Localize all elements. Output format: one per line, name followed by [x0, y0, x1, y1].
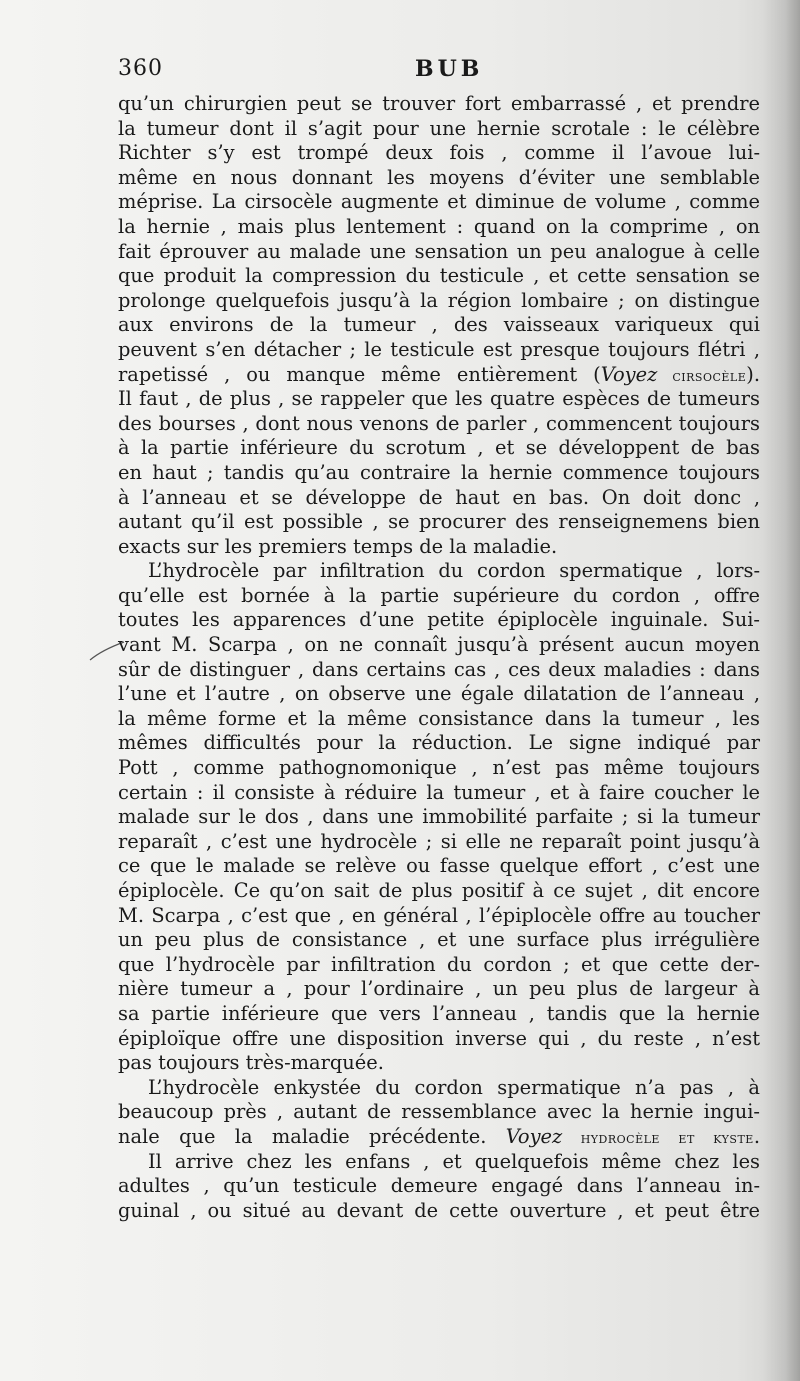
cross-reference: cirsocèle	[657, 366, 747, 385]
text-line: à l’anneau et se développe de haut en bas. On doit donc ,	[118, 485, 760, 509]
text-line: fait éprouver au malade une sensation un peu analogue à celle	[118, 239, 760, 263]
text-line: sûr de distinguer , dans certains cas , ces deux maladies : dans	[118, 657, 760, 681]
text-segment: rapetissé , ou manque même entièrement (	[118, 362, 601, 386]
text-line: en haut ; tandis qu’au contraire la hernie commence toujours	[118, 460, 760, 484]
text-line: que produit la compression du testicule , et cette sensation se	[118, 264, 760, 288]
italic-voyez: Voyez	[600, 362, 658, 386]
text-line: ce que le malade se relève ou fasse quelque effort , c’est une	[118, 854, 760, 878]
text-line: à la partie inférieure du scrotum , et se développent de bas	[118, 436, 760, 460]
text-line: que l’hydrocèle par infiltration du cordon ; et que cette der-	[118, 952, 760, 976]
text-line: certain : il consiste à réduire la tumeur , et à faire coucher le	[118, 780, 760, 804]
text-line: l’une et l’autre , on observe une égale dilatation de l’anneau ,	[118, 682, 760, 706]
text-line: guinal , ou situé au devant de cette ouverture , et peut être	[118, 1198, 760, 1222]
text-line: épiplocèle. Ce qu’on sait de plus positif à ce sujet , dit encore	[118, 879, 760, 902]
text-line: la tumeur dont il s’agit pour une hernie scrotale : le célèbre	[118, 116, 760, 140]
text-line: toutes les apparences d’une petite épiplocèle inguinale. Sui-	[118, 608, 760, 632]
body-text	[118, 92, 760, 1223]
text-line: qu’elle est bornée à la partie supérieure du cordon , offre	[118, 583, 760, 607]
text-segment: nale que la maladie précédente.	[118, 1124, 506, 1148]
page-gutter-shadow	[762, 0, 800, 1381]
text-line: la même forme et la même consistance dans la tumeur , les	[118, 706, 760, 730]
text-line: nière tumeur a , pour l’ordinaire , un peu plus de largeur à	[118, 977, 760, 1001]
text-line: Il arrive chez les enfans , et quelquefois même chez les	[148, 1149, 760, 1173]
text-line: la hernie , mais plus lentement : quand on la comprime , on	[118, 214, 760, 238]
text-segment: .	[753, 1124, 760, 1148]
text-line: Il faut , de plus , se rappeler que les quatre espèces de tumeurs	[118, 387, 760, 411]
text-line	[118, 363, 760, 388]
text-line: reparaît , c’est une hydrocèle ; si elle ne reparaît point jusqu’à	[118, 829, 760, 853]
text-line: Richter s’y est trompé deux fois , comme il l’avoue lui-	[118, 141, 760, 165]
text-line: M. Scarpa , c’est que , en général , l’épiplocèle offre au toucher	[118, 903, 760, 927]
text-line: malade sur le dos , dans une immobilité parfaite ; si la tumeur	[118, 805, 760, 829]
text-line: mêmes difficultés pour la réduction. Le signe indiqué par	[118, 731, 760, 755]
text-segment: ).	[746, 362, 760, 386]
cross-reference: hydrocèle et kyste	[562, 1128, 754, 1147]
text-line: des bourses , dont nous venons de parler , commencent toujours	[118, 411, 760, 435]
text-line: méprise. La cirsocèle augmente et diminue de volume , comme	[118, 190, 760, 214]
italic-voyez: Voyez	[505, 1124, 563, 1148]
text-line: aux environs de la tumeur , des vaisseaux variqueux qui	[118, 313, 760, 337]
text-line: beaucoup près , autant de ressemblance avec la hernie ingui-	[118, 1100, 760, 1124]
text-line: vant M. Scarpa , on ne connaît jusqu’à présent aucun moyen	[118, 633, 760, 657]
text-line: sa partie inférieure que vers l’anneau , tandis que la hernie	[118, 1001, 760, 1025]
text-line: peuvent s’en détacher ; le testicule est presque toujours flétri ,	[118, 337, 760, 361]
text-line: L’hydrocèle enkystée du cordon spermatique n’a pas , à	[148, 1075, 760, 1099]
text-line: un peu plus de consistance , et une surface plus irrégulière	[118, 928, 760, 952]
text-line: Pott , comme pathognomonique , n’est pas même toujours	[118, 756, 760, 780]
text-line: pas toujours très-marquée.	[118, 1051, 384, 1075]
text-line: adultes , qu’un testicule demeure engagé dans l’anneau in-	[118, 1174, 760, 1198]
text-line: épiploïque offre une disposition inverse qui , du reste , n’est	[118, 1026, 760, 1050]
text-line: prolonge quelquefois jusqu’à la région lombaire ; on distingue	[118, 288, 760, 312]
running-head: BUB	[415, 56, 484, 82]
text-line: exacts sur les premiers temps de la maladie.	[118, 534, 558, 558]
text-line: qu’un chirurgien peut se trouver fort embarrassé , et prendre	[118, 92, 760, 115]
text-line: autant qu’il est possible , se procurer des renseignemens bien	[118, 510, 760, 534]
text-line: même en nous donnant les moyens d’éviter une semblable	[118, 165, 760, 189]
text-line: L’hydrocèle par infiltration du cordon spermatique , lors-	[148, 559, 760, 583]
page-header	[118, 56, 758, 86]
page-number: 360	[118, 56, 163, 81]
text-line	[118, 1125, 760, 1150]
